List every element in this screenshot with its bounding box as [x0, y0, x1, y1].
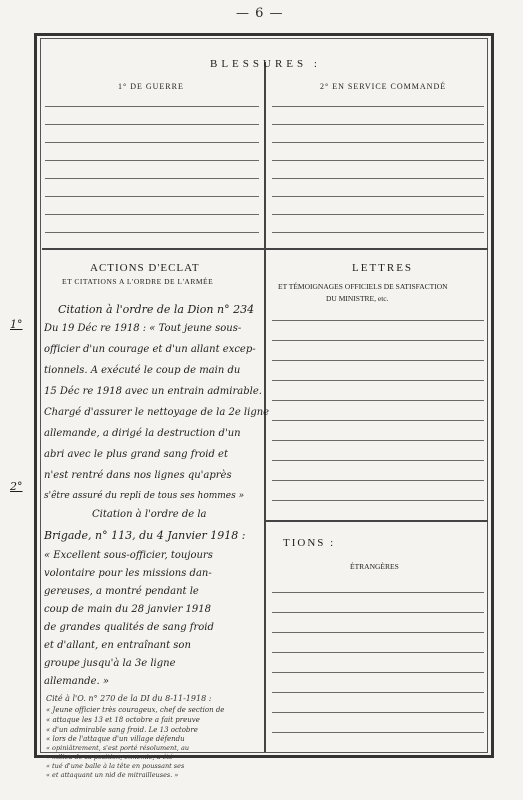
citation-line: abri avec le plus grand sang froid et [44, 449, 228, 460]
citation-line: « et attaquant un nid de mitrailleuses. » [46, 771, 179, 779]
citation-line: « tué d'une balle à la tête en poussant ses [46, 762, 185, 770]
citation-line: allemande, a dirigé la destruction d'un [44, 428, 241, 439]
citation-line: « lors de l'attaque d'un village défendu [46, 735, 185, 743]
blessures-guerre-heading: 1° DE GUERRE [118, 82, 184, 91]
actions-subtitle: ET CITATIONS A L'ORDRE DE L'ARMÉE [62, 277, 214, 286]
citation-line: « Jeune officier très courageux, chef de section de [46, 706, 225, 714]
citation-line: et d'allant, en entraînant son [44, 640, 191, 651]
citation-line: groupe jusqu'à la 3e ligne [44, 658, 176, 669]
citation-line: s'être assuré du repli de tous ses hommes » [44, 491, 245, 501]
citation-line: « Excellent sous-officier, toujours [44, 550, 213, 561]
margin-label-2: 2° [10, 480, 23, 493]
actions-title: ACTIONS D'ECLAT [90, 262, 200, 274]
page-number: — 6 — [236, 6, 284, 21]
citation-line: Du 19 Déc re 1918 : « Tout jeune sous- [44, 323, 242, 334]
citation-line: « milieu de sa position, ennemie, a été [46, 753, 173, 761]
citation-line: Citation à l'ordre de la Dion n° 234 [58, 303, 255, 316]
lettres-title: LETTRES [352, 262, 414, 274]
citation-line: allemande. » [44, 676, 109, 687]
citation-line: Cité à l'O. n° 270 de la DI du 8-11-1918 : [46, 694, 212, 703]
citation-line: volontaire pour les missions dan- [44, 568, 212, 579]
citation-line: « opiniâtrement, s'est porté résolument, au [46, 744, 190, 752]
citation-line: « d'un admirable sang froid. Le 13 octobre [46, 726, 198, 734]
margin-label-1: 1° [10, 318, 23, 331]
blessures-title: BLESSURES : [210, 58, 321, 70]
citation-line: Citation à l'ordre de la [92, 509, 207, 520]
blessures-service-heading: 2° EN SERVICE COMMANDÉ [320, 82, 447, 91]
citation-line: Chargé d'assurer le nettoyage de la 2e ligne [44, 407, 270, 418]
decorations-title: TIONS : [283, 537, 336, 549]
citation-line: de grandes qualités de sang froid [44, 622, 214, 633]
citation-line: « attaque les 13 et 18 octobre a fait preuve [46, 716, 200, 724]
citation-line: n'est rentré dans nos lignes qu'après [44, 470, 232, 481]
decorations-etrangeres-heading: ÉTRANGÈRES [350, 562, 399, 571]
citation-line: 15 Déc re 1918 avec un entrain admirable. [44, 386, 262, 397]
citation-line: gereuses, a montré pendant le [44, 586, 199, 597]
citation-line: tionnels. A exécuté le coup de main du [44, 365, 241, 376]
citation-line: officier d'un courage et d'un allant excep- [44, 344, 256, 355]
citation-line: Brigade, n° 113, du 4 Janvier 1918 : [44, 529, 246, 542]
lettres-subtitle-1: ET TÉMOIGNAGES OFFICIELS DE SATISFACTION [278, 282, 448, 291]
citation-line: coup de main du 28 janvier 1918 [44, 604, 212, 615]
lettres-subtitle-2: DU MINISTRE, etc. [326, 294, 389, 303]
